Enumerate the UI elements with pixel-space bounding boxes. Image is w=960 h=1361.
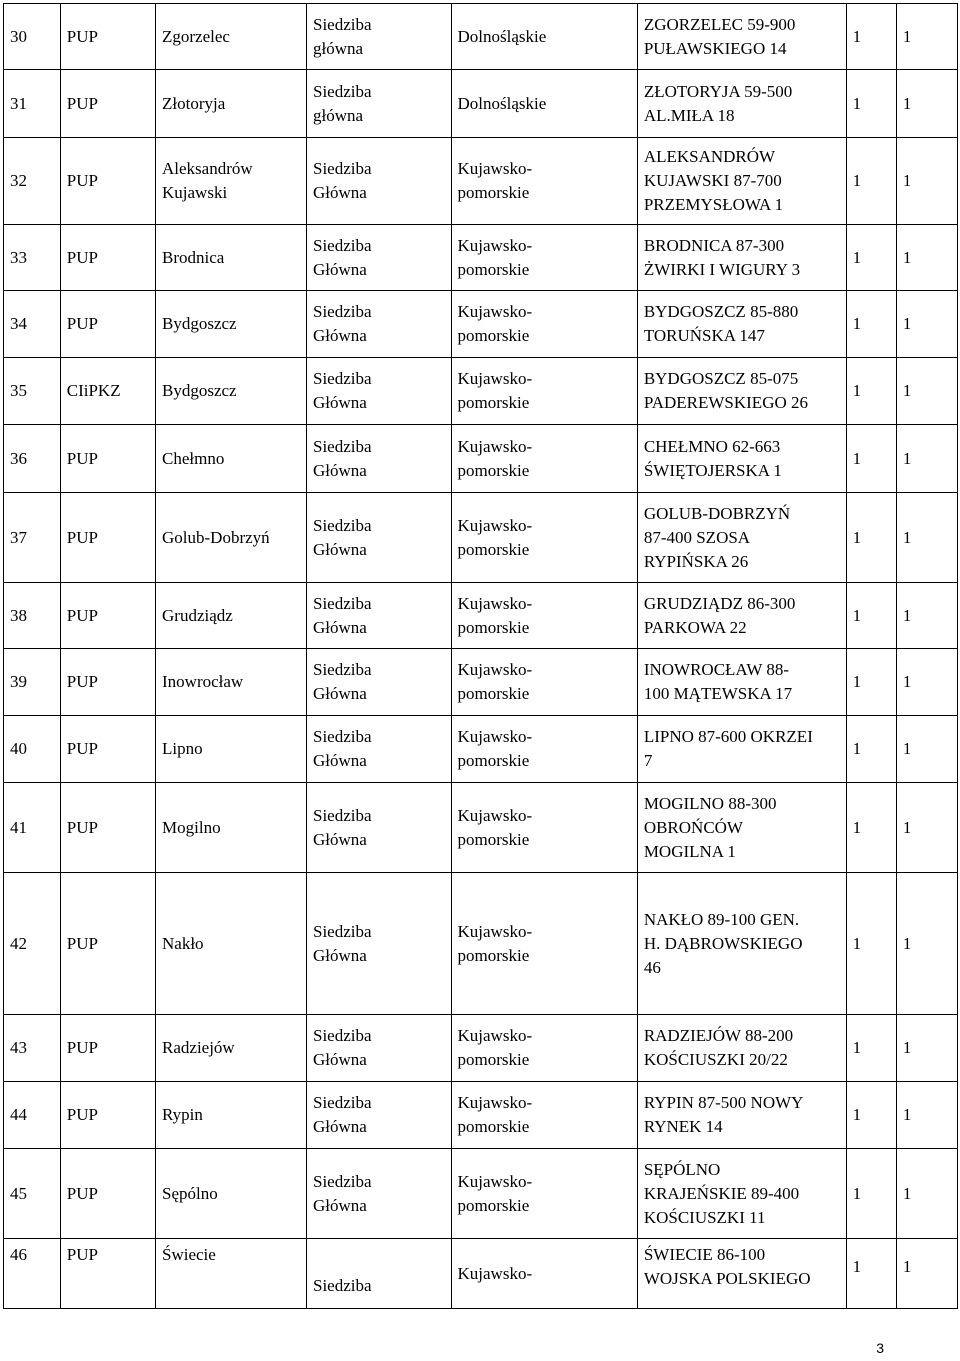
voivodeship-cell-line: Kujawsko- — [457, 727, 533, 746]
address-cell-line: PARKOWA 22 — [643, 617, 747, 637]
count-cell-2: 1 — [896, 425, 957, 493]
city-cell — [156, 716, 307, 783]
table-row — [4, 1239, 958, 1309]
city-cell — [156, 425, 307, 493]
seat-cell-line: Główna — [312, 684, 367, 703]
voivodeship-cell-line: Kujawsko- — [457, 515, 533, 535]
seat-cell-line: Główna — [312, 460, 367, 480]
seat-cell — [306, 291, 451, 358]
address-cell-line: RYNEK 14 — [643, 1117, 723, 1136]
address-cell-line: OBROŃCÓW — [643, 817, 743, 837]
count-cell-2: 1 — [896, 873, 957, 1015]
address-cell-line: WOJSKA POLSKIEGO — [643, 1269, 811, 1288]
city-cell-line: Zgorzelec — [162, 26, 230, 46]
voivodeship-cell — [451, 70, 637, 138]
address-cell-line: H. DĄBROWSKIEGO — [643, 933, 803, 953]
voivodeship-cell-line: pomorskie — [457, 1117, 530, 1136]
row-number-cell: 31 — [4, 70, 61, 138]
row-number-cell: 42 — [4, 873, 61, 1015]
city-cell — [156, 493, 307, 583]
voivodeship-cell-line: Kujawsko- — [457, 436, 533, 456]
office-type-cell: PUP — [60, 1149, 155, 1239]
voivodeship-cell — [451, 1082, 637, 1149]
voivodeship-cell-line: Kujawsko- — [457, 1093, 533, 1112]
address-cell-line: BRODNICA 87-300 — [643, 235, 785, 255]
address-cell-line: TORUŃSKA 147 — [643, 326, 765, 345]
count-cell-2: 1 — [896, 583, 957, 649]
seat-cell-line: Siedziba — [312, 593, 372, 613]
voivodeship-cell-line: Kujawsko- — [457, 660, 533, 679]
count-cell-1: 1 — [846, 493, 896, 583]
seat-cell-line: główna — [312, 38, 364, 58]
city-cell-line: Golub-Dobrzyń — [162, 527, 270, 547]
count-cell-1: 1 — [846, 4, 896, 70]
seat-cell — [306, 873, 451, 1015]
address-cell — [637, 1239, 846, 1309]
count-cell-2: 1 — [896, 70, 957, 138]
voivodeship-cell-line: pomorskie — [457, 945, 530, 965]
city-cell — [156, 583, 307, 649]
address-cell-line: ŚWIECIE 86-100 — [643, 1245, 766, 1264]
table-row — [4, 70, 958, 138]
city-cell — [156, 1149, 307, 1239]
address-cell — [637, 291, 846, 358]
address-cell — [637, 583, 846, 649]
address-cell — [637, 358, 846, 425]
office-type-cell: PUP — [60, 583, 155, 649]
seat-cell-line: Główna — [312, 751, 367, 770]
address-cell-line: LIPNO 87-600 OKRZEI — [643, 727, 813, 746]
address-cell — [637, 138, 846, 225]
seat-cell-line: Główna — [312, 1195, 367, 1215]
voivodeship-cell-line: pomorskie — [457, 183, 530, 202]
row-number-cell: 33 — [4, 225, 61, 291]
seat-cell-line: Siedziba — [312, 921, 372, 941]
seat-cell — [306, 70, 451, 138]
seat-cell-line: Siedziba — [312, 369, 372, 388]
office-type-cell: PUP — [60, 4, 155, 70]
seat-cell — [306, 1015, 451, 1082]
seat-cell-line: Siedziba — [312, 235, 372, 255]
count-cell-1: 1 — [846, 291, 896, 358]
address-cell-line: MOGILNO 88-300 — [643, 793, 777, 813]
seat-cell — [306, 1082, 451, 1149]
city-cell-line: Brodnica — [162, 247, 225, 267]
address-cell-line: PRZEMYSŁOWA 1 — [643, 195, 784, 214]
voivodeship-cell-line: Kujawsko- — [457, 235, 533, 255]
voivodeship-cell — [451, 493, 637, 583]
offices-table-body — [4, 4, 958, 1309]
table-row — [4, 138, 958, 225]
city-cell — [156, 1015, 307, 1082]
count-cell-2: 1 — [896, 716, 957, 783]
city-cell-line: Grudziądz — [162, 605, 233, 625]
row-number-cell: 46 — [4, 1239, 61, 1309]
count-cell-2: 1 — [896, 138, 957, 225]
address-cell-line: 46 — [643, 957, 661, 977]
city-cell-line: Sępólno — [162, 1183, 218, 1203]
city-cell-line: Złotoryja — [162, 93, 226, 113]
office-type-cell: PUP — [60, 291, 155, 358]
voivodeship-cell — [451, 1015, 637, 1082]
seat-cell-line: Siedziba — [312, 1026, 372, 1045]
address-cell-line: INOWROCŁAW 88- — [643, 660, 789, 679]
office-type-cell: PUP — [60, 1082, 155, 1149]
count-cell-1: 1 — [846, 716, 896, 783]
voivodeship-cell-line: pomorskie — [457, 617, 530, 637]
city-cell — [156, 783, 307, 873]
address-cell-line: BYDGOSZCZ 85-880 — [643, 302, 799, 321]
address-cell-line: ŻWIRKI I WIGURY 3 — [643, 259, 801, 279]
address-cell-line: KOŚCIUSZKI 11 — [643, 1207, 766, 1227]
city-cell-line: Kujawski — [162, 183, 228, 202]
seat-cell-line: Siedziba — [312, 727, 372, 746]
count-cell-2: 1 — [896, 1149, 957, 1239]
city-cell-line: Bydgoszcz — [162, 314, 237, 333]
voivodeship-cell — [451, 225, 637, 291]
address-cell-line: KOŚCIUSZKI 20/22 — [643, 1050, 788, 1069]
seat-cell-line: Główna — [312, 617, 367, 637]
address-cell-line: ZGORZELEC 59-900 — [643, 14, 796, 34]
count-cell-2: 1 — [896, 358, 957, 425]
seat-cell-line: Siedziba — [312, 302, 372, 321]
voivodeship-cell-line: pomorskie — [457, 1050, 530, 1069]
office-type-cell: PUP — [60, 138, 155, 225]
address-cell-line: 100 MĄTEWSKA 17 — [643, 684, 793, 703]
voivodeship-cell-line: pomorskie — [457, 539, 530, 559]
count-cell-1: 1 — [846, 649, 896, 716]
row-number-cell: 44 — [4, 1082, 61, 1149]
address-cell — [637, 70, 846, 138]
voivodeship-cell — [451, 291, 637, 358]
table-row — [4, 716, 958, 783]
count-cell-2: 1 — [896, 225, 957, 291]
address-cell-line: 87-400 SZOSA — [643, 527, 751, 547]
count-cell-2: 1 — [896, 291, 957, 358]
count-cell-2: 1 — [896, 4, 957, 70]
voivodeship-cell — [451, 4, 637, 70]
count-cell-1: 1 — [846, 70, 896, 138]
count-cell-2: 1 — [896, 493, 957, 583]
address-cell-line: KUJAWSKI 87-700 — [643, 171, 782, 190]
address-cell-line: GOLUB-DOBRZYŃ — [643, 503, 791, 523]
city-cell-line: Aleksandrów — [162, 159, 253, 178]
row-number-cell: 34 — [4, 291, 61, 358]
city-cell — [156, 70, 307, 138]
seat-cell — [306, 493, 451, 583]
table-row — [4, 1082, 958, 1149]
address-cell-line: 7 — [643, 751, 653, 770]
seat-cell-line: Siedziba — [312, 14, 372, 34]
address-cell — [637, 425, 846, 493]
city-cell — [156, 291, 307, 358]
seat-cell-line: Siedziba — [312, 660, 372, 679]
count-cell-1: 1 — [846, 873, 896, 1015]
seat-cell-line: Siedziba — [312, 436, 372, 456]
office-type-cell: PUP — [60, 1015, 155, 1082]
office-type-cell: PUP — [60, 225, 155, 291]
seat-cell — [306, 583, 451, 649]
seat-cell-line: Główna — [312, 393, 367, 412]
seat-cell-line: Główna — [312, 259, 367, 279]
row-number-cell: 32 — [4, 138, 61, 225]
voivodeship-cell-line: pomorskie — [457, 393, 530, 412]
table-row — [4, 783, 958, 873]
address-cell — [637, 493, 846, 583]
table-row — [4, 1015, 958, 1082]
voivodeship-cell-line: Kujawsko- — [457, 369, 533, 388]
count-cell-2: 1 — [896, 1082, 957, 1149]
city-cell — [156, 649, 307, 716]
page-number: 3 — [876, 1340, 884, 1356]
seat-cell-line: Główna — [312, 183, 367, 202]
voivodeship-cell — [451, 716, 637, 783]
address-cell-line: NAKŁO 89-100 GEN. — [643, 909, 800, 929]
row-number-cell: 38 — [4, 583, 61, 649]
table-row — [4, 1149, 958, 1239]
address-cell-line: ŚWIĘTOJERSKA 1 — [643, 460, 782, 480]
seat-cell-line: Siedziba — [312, 1171, 372, 1191]
seat-cell-line: Główna — [312, 539, 367, 559]
seat-cell — [306, 358, 451, 425]
address-cell-line: BYDGOSZCZ 85-075 — [643, 369, 799, 388]
voivodeship-cell — [451, 1239, 637, 1309]
table-row — [4, 493, 958, 583]
voivodeship-cell-line: Dolnośląskie — [457, 26, 547, 46]
city-cell — [156, 1239, 307, 1309]
address-cell-line: MOGILNA 1 — [643, 841, 736, 861]
row-number-cell: 40 — [4, 716, 61, 783]
table-row — [4, 425, 958, 493]
city-cell — [156, 1082, 307, 1149]
table-row — [4, 649, 958, 716]
seat-cell — [306, 4, 451, 70]
table-row — [4, 358, 958, 425]
office-type-cell: PUP — [60, 425, 155, 493]
office-type-cell: PUP — [60, 1239, 155, 1309]
row-number-cell: 39 — [4, 649, 61, 716]
voivodeship-cell-line: pomorskie — [457, 684, 530, 703]
voivodeship-cell-line: pomorskie — [457, 460, 530, 480]
row-number-cell: 35 — [4, 358, 61, 425]
address-cell-line: AL.MIŁA 18 — [643, 105, 735, 125]
voivodeship-cell — [451, 425, 637, 493]
address-cell — [637, 873, 846, 1015]
office-type-cell: PUP — [60, 493, 155, 583]
voivodeship-cell — [451, 1149, 637, 1239]
address-cell-line: RYPIŃSKA 26 — [643, 551, 749, 571]
seat-cell — [306, 1149, 451, 1239]
seat-cell-line: Siedziba — [312, 1275, 372, 1295]
row-number-cell: 45 — [4, 1149, 61, 1239]
count-cell-1: 1 — [846, 425, 896, 493]
voivodeship-cell-line: Kujawsko- — [457, 921, 533, 941]
seat-cell-line: Siedziba — [312, 159, 372, 178]
count-cell-1: 1 — [846, 1149, 896, 1239]
voivodeship-cell-line: Kujawsko- — [457, 593, 533, 613]
city-cell-line: Chełmno — [162, 448, 225, 468]
seat-cell-line: główna — [312, 105, 364, 125]
count-cell-1: 1 — [846, 1015, 896, 1082]
address-cell — [637, 783, 846, 873]
office-type-cell: PUP — [60, 783, 155, 873]
seat-cell — [306, 1239, 451, 1309]
address-cell-line: PUŁAWSKIEGO 14 — [643, 38, 787, 58]
address-cell-line: SĘPÓLNO — [643, 1159, 721, 1179]
voivodeship-cell — [451, 583, 637, 649]
seat-cell-line: Siedziba — [312, 805, 372, 825]
address-cell — [637, 649, 846, 716]
office-type-cell: PUP — [60, 873, 155, 1015]
voivodeship-cell-line: Kujawsko- — [457, 1026, 533, 1045]
count-cell-2: 1 — [896, 649, 957, 716]
address-cell — [637, 1015, 846, 1082]
address-cell — [637, 4, 846, 70]
voivodeship-cell-line: pomorskie — [457, 259, 530, 279]
seat-cell-line: Siedziba — [312, 81, 372, 101]
seat-cell-line: Siedziba — [312, 515, 372, 535]
seat-cell — [306, 716, 451, 783]
address-cell — [637, 1149, 846, 1239]
city-cell — [156, 873, 307, 1015]
address-cell-line: CHEŁMNO 62-663 — [643, 436, 781, 456]
voivodeship-cell-line: Kujawsko- — [457, 302, 533, 321]
voivodeship-cell-line: pomorskie — [457, 751, 530, 770]
count-cell-1: 1 — [846, 225, 896, 291]
city-cell — [156, 225, 307, 291]
city-cell-line: Nakło — [162, 933, 204, 953]
seat-cell — [306, 783, 451, 873]
voivodeship-cell — [451, 138, 637, 225]
voivodeship-cell-line: Dolnośląskie — [457, 93, 547, 113]
office-type-cell: CIiPKZ — [60, 358, 155, 425]
city-cell-line: Bydgoszcz — [162, 381, 237, 400]
count-cell-1: 1 — [846, 783, 896, 873]
voivodeship-cell-line: Kujawsko- — [457, 1171, 533, 1191]
voivodeship-cell-line: pomorskie — [457, 1195, 530, 1215]
city-cell-line: Inowrocław — [162, 672, 244, 691]
count-cell-1: 1 — [846, 138, 896, 225]
count-cell-1: 1 — [846, 1239, 896, 1309]
seat-cell — [306, 225, 451, 291]
count-cell-1: 1 — [846, 583, 896, 649]
count-cell-2: 1 — [896, 783, 957, 873]
table-row — [4, 291, 958, 358]
address-cell-line: ZŁOTORYJA 59-500 — [643, 81, 793, 101]
row-number-cell: 43 — [4, 1015, 61, 1082]
seat-cell — [306, 138, 451, 225]
address-cell-line: ALEKSANDRÓW — [643, 147, 776, 166]
city-cell-line: Radziejów — [162, 1038, 235, 1057]
seat-cell-line: Główna — [312, 326, 367, 345]
voivodeship-cell-line: Kujawsko- — [457, 159, 533, 178]
address-cell — [637, 716, 846, 783]
seat-cell — [306, 649, 451, 716]
table-row — [4, 4, 958, 70]
table-row — [4, 225, 958, 291]
city-cell — [156, 358, 307, 425]
address-cell-line: RADZIEJÓW 88-200 — [643, 1026, 794, 1045]
offices-table — [3, 3, 958, 1309]
row-number-cell: 36 — [4, 425, 61, 493]
seat-cell-line: Główna — [312, 1050, 367, 1069]
voivodeship-cell — [451, 873, 637, 1015]
voivodeship-cell — [451, 358, 637, 425]
table-row — [4, 873, 958, 1015]
city-cell-line: Świecie — [162, 1245, 216, 1264]
voivodeship-cell-line: pomorskie — [457, 326, 530, 345]
seat-cell-line: Główna — [312, 945, 367, 965]
voivodeship-cell-line: Kujawsko- — [457, 1263, 533, 1283]
count-cell-1: 1 — [846, 1082, 896, 1149]
address-cell-line: KRAJEŃSKIE 89-400 — [643, 1183, 800, 1203]
city-cell-line: Lipno — [162, 739, 203, 758]
table-row — [4, 583, 958, 649]
seat-cell-line: Główna — [312, 1117, 367, 1136]
row-number-cell: 41 — [4, 783, 61, 873]
address-cell — [637, 225, 846, 291]
row-number-cell: 37 — [4, 493, 61, 583]
voivodeship-cell — [451, 649, 637, 716]
seat-cell-line: Siedziba — [312, 1093, 372, 1112]
address-cell-line: RYPIN 87-500 NOWY — [643, 1093, 804, 1112]
city-cell — [156, 138, 307, 225]
seat-cell-line: Główna — [312, 829, 367, 849]
office-type-cell: PUP — [60, 70, 155, 138]
city-cell — [156, 4, 307, 70]
office-type-cell: PUP — [60, 649, 155, 716]
voivodeship-cell — [451, 783, 637, 873]
city-cell-line: Mogilno — [162, 817, 221, 837]
voivodeship-cell-line: pomorskie — [457, 829, 530, 849]
address-cell-line: PADEREWSKIEGO 26 — [643, 393, 808, 412]
seat-cell — [306, 425, 451, 493]
office-type-cell: PUP — [60, 716, 155, 783]
city-cell-line: Rypin — [162, 1105, 203, 1124]
row-number-cell: 30 — [4, 4, 61, 70]
address-cell-line: GRUDZIĄDZ 86-300 — [643, 593, 796, 613]
count-cell-2: 1 — [896, 1239, 957, 1309]
count-cell-1: 1 — [846, 358, 896, 425]
voivodeship-cell-line: Kujawsko- — [457, 805, 533, 825]
address-cell — [637, 1082, 846, 1149]
count-cell-2: 1 — [896, 1015, 957, 1082]
